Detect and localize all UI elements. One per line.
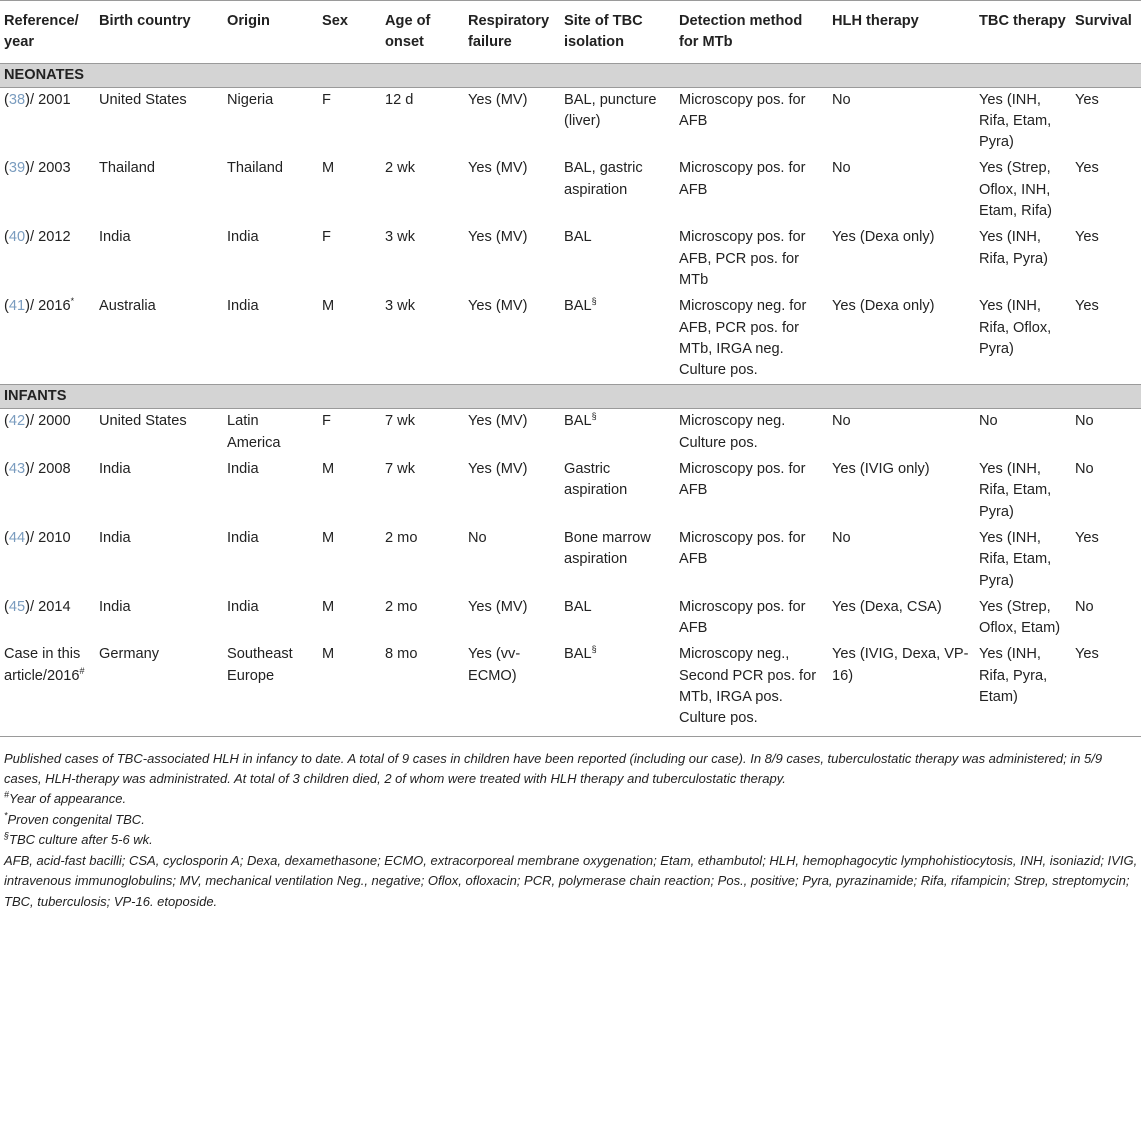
detection-method-text: Microscopy pos. for AFB xyxy=(679,91,806,129)
hlh-therapy-text: Yes (Dexa only) xyxy=(832,229,935,246)
origin-text: India xyxy=(227,461,259,478)
site-text: Bone marrow aspiration xyxy=(564,529,651,568)
detection-method-text: Microscopy pos. for AFB xyxy=(679,461,806,499)
age-cell xyxy=(381,225,464,294)
tbc-therapy-cell xyxy=(975,294,1071,385)
birth-country-cell xyxy=(95,526,223,595)
table-row xyxy=(0,225,1141,294)
footnote-text: TBC culture after 5-6 wk. xyxy=(9,831,153,847)
survival-text: Yes xyxy=(1075,646,1099,663)
tbc-therapy-cell xyxy=(975,409,1071,457)
birth-country-cell xyxy=(95,642,223,736)
sex-text: M xyxy=(322,298,335,315)
year: / 2010 xyxy=(29,529,71,546)
tbc-therapy-cell xyxy=(975,87,1071,156)
table-row xyxy=(0,457,1141,526)
origin-text: Southeast Europe xyxy=(227,646,293,684)
survival-text: No xyxy=(1075,461,1094,478)
year: / 2014 xyxy=(29,598,71,615)
survival-text: Yes xyxy=(1075,529,1099,546)
age-text: 12 d xyxy=(385,91,414,108)
table-row xyxy=(0,409,1141,457)
detection-method-cell xyxy=(675,225,828,294)
survival-cell xyxy=(1071,294,1141,385)
respiratory-failure-cell xyxy=(464,294,560,385)
year: Case in this article/2016 xyxy=(4,646,81,684)
section-label: NEONATES xyxy=(0,63,1141,87)
age-text: 2 mo xyxy=(385,529,418,546)
age-text: 2 wk xyxy=(385,160,416,177)
year: / 2000 xyxy=(29,413,71,430)
tbc-therapy-text: Yes (INH, Rifa, Oflox, Pyra) xyxy=(979,298,1052,357)
hlh-therapy-cell xyxy=(828,87,975,156)
tbc-therapy-text: Yes (Strep, Oflox, Etam) xyxy=(979,598,1061,637)
respiratory-failure-text: Yes (MV) xyxy=(468,229,528,246)
origin-cell xyxy=(223,642,318,736)
site-text: BAL, gastric aspiration xyxy=(564,160,643,198)
respiratory-failure-text: Yes (MV) xyxy=(468,160,528,177)
reference-link[interactable]: 42 xyxy=(8,413,26,430)
col-header: TBC therapy xyxy=(979,13,1066,29)
origin-text: Thailand xyxy=(227,160,283,177)
origin-cell xyxy=(223,156,318,225)
birth-country-text: Germany xyxy=(99,646,160,663)
reference-cell: (38)/ 2001 xyxy=(4,91,71,108)
tbc-therapy-cell xyxy=(975,595,1071,643)
hlh-therapy-cell xyxy=(828,294,975,385)
section-row xyxy=(0,63,1141,87)
table-row xyxy=(0,642,1141,736)
site-text: Gastric aspiration xyxy=(564,461,628,499)
birth-country-cell xyxy=(95,457,223,526)
reference-cell: (40)/ 2012 xyxy=(4,229,71,246)
hlh-therapy-cell xyxy=(828,225,975,294)
survival-text: Yes xyxy=(1075,160,1099,177)
origin-cell xyxy=(223,526,318,595)
respiratory-failure-cell xyxy=(464,156,560,225)
birth-country-cell xyxy=(95,225,223,294)
year: / 2012 xyxy=(29,229,71,246)
age-cell xyxy=(381,457,464,526)
detection-method-text: Microscopy pos. for AFB, PCR pos. for MTb xyxy=(679,229,806,288)
respiratory-failure-cell xyxy=(464,225,560,294)
sex-cell xyxy=(318,225,381,294)
respiratory-failure-cell xyxy=(464,595,560,643)
col-header: Detection method for MTb xyxy=(679,13,803,51)
hlh-therapy-text: No xyxy=(832,91,851,108)
detection-method-text: Microscopy neg. Culture pos. xyxy=(679,413,786,451)
sex-text: F xyxy=(322,413,331,430)
footnote-text: Proven congenital TBC. xyxy=(7,811,145,827)
hlh-therapy-text: No xyxy=(832,529,851,546)
survival-cell xyxy=(1071,595,1141,643)
hlh-therapy-text: Yes (IVIG only) xyxy=(832,461,930,478)
birth-country-cell xyxy=(95,409,223,457)
reference-link[interactable]: 44 xyxy=(8,529,26,546)
sex-cell xyxy=(318,156,381,225)
survival-text: Yes xyxy=(1075,298,1099,315)
reference-cell xyxy=(0,642,95,736)
survival-text: Yes xyxy=(1075,229,1099,246)
birth-country-text: India xyxy=(99,529,131,546)
respiratory-failure-text: Yes (MV) xyxy=(468,298,528,315)
reference-link[interactable]: 40 xyxy=(8,229,26,246)
detection-method-cell xyxy=(675,642,828,736)
birth-country-text: United States xyxy=(99,413,187,430)
age-cell xyxy=(381,409,464,457)
table-row xyxy=(0,595,1141,643)
footnote-mark: § xyxy=(591,411,597,422)
sex-text: M xyxy=(322,461,335,478)
site-text: BAL, puncture (liver) xyxy=(564,91,657,129)
respiratory-failure-cell xyxy=(464,526,560,595)
footnote-symbol: * xyxy=(4,810,8,821)
table-row xyxy=(0,156,1141,225)
site-cell xyxy=(560,87,675,156)
survival-text: No xyxy=(1075,598,1094,615)
col-header: Respiratory failure xyxy=(468,13,550,51)
site-cell xyxy=(560,225,675,294)
respiratory-failure-cell xyxy=(464,409,560,457)
section-label: INFANTS xyxy=(0,385,1141,409)
origin-text: Nigeria xyxy=(227,91,274,108)
birth-country-text: Thailand xyxy=(99,160,155,177)
hlh-therapy-text: No xyxy=(832,413,851,430)
survival-cell xyxy=(1071,642,1141,736)
tbc-therapy-text: Yes (Strep, Oflox, INH, Etam, Rifa) xyxy=(979,160,1052,220)
reference-link[interactable]: 45 xyxy=(8,598,26,615)
tbc-therapy-text: No xyxy=(979,413,998,430)
sex-cell xyxy=(318,409,381,457)
col-header: Age of onset xyxy=(385,13,431,51)
reference-link[interactable]: 39 xyxy=(8,160,26,177)
footnote-symbol: # xyxy=(4,789,10,800)
detection-method-cell xyxy=(675,526,828,595)
origin-text: India xyxy=(227,598,259,615)
reference-cell: (42)/ 2000 xyxy=(4,413,71,430)
tbc-therapy-text: Yes (INH, Rifa, Pyra, Etam) xyxy=(979,646,1048,706)
reference-cell: (39)/ 2003 xyxy=(4,160,71,177)
footnote-text: Year of appearance. xyxy=(9,791,127,807)
reference-cell: (41)/ 2016* xyxy=(4,296,75,315)
site-cell xyxy=(560,526,675,595)
reference-link[interactable]: 43 xyxy=(8,461,26,478)
footnote-mark: * xyxy=(70,296,75,307)
sex-cell xyxy=(318,595,381,643)
section-row xyxy=(0,385,1141,409)
age-text: 7 wk xyxy=(385,413,416,430)
footnote xyxy=(4,830,1140,850)
origin-cell xyxy=(223,294,318,385)
col-header: HLH therapy xyxy=(832,13,919,29)
sex-cell xyxy=(318,87,381,156)
table-row xyxy=(0,526,1141,595)
detection-method-cell xyxy=(675,156,828,225)
origin-cell xyxy=(223,225,318,294)
hlh-therapy-cell xyxy=(828,526,975,595)
origin-cell xyxy=(223,409,318,457)
age-text: 3 wk xyxy=(385,298,416,315)
hlh-therapy-cell xyxy=(828,409,975,457)
site-cell xyxy=(560,642,675,736)
reference-link[interactable]: 38 xyxy=(8,91,26,108)
footnote xyxy=(4,810,1140,830)
age-cell xyxy=(381,595,464,643)
age-text: 2 mo xyxy=(385,598,418,615)
hlh-therapy-cell xyxy=(828,595,975,643)
sex-text: M xyxy=(322,160,335,177)
footnote-mark: # xyxy=(79,665,85,676)
year: / 2001 xyxy=(29,91,71,108)
detection-method-cell xyxy=(675,595,828,643)
col-header: Site of TBC isolation xyxy=(564,13,643,51)
respiratory-failure-cell xyxy=(464,87,560,156)
origin-text: India xyxy=(227,229,259,246)
footnote-symbol: § xyxy=(4,830,10,841)
respiratory-failure-text: Yes (MV) xyxy=(468,461,528,478)
reference-cell: (44)/ 2010 xyxy=(4,529,71,546)
hlh-therapy-cell xyxy=(828,457,975,526)
detection-method-text: Microscopy neg. for AFB, PCR pos. for MTb, IRGA neg. Culture pos. xyxy=(679,298,807,379)
site-text: BAL xyxy=(564,229,592,246)
caption: Published cases of TBC-associated HLH in infancy to date. A total of 9 cases in children have been reported (including our case). In 8/9 cases, tuberculostatic therapy was administered; in 5/9 cases, HLH-therapy was administrated. At total of 3 children died, 2 of whom were treated with HLH therapy and tuberculostatic therapy. xyxy=(4,750,1103,786)
col-header: Birth country xyxy=(99,13,191,29)
detection-method-cell xyxy=(675,457,828,526)
tbc-therapy-text: Yes (INH, Rifa, Etam, Pyra) xyxy=(979,461,1052,520)
reference-cell: (45)/ 2014 xyxy=(4,598,71,615)
detection-method-text: Microscopy neg., Second PCR pos. for MTb, IRGA pos. Culture pos. xyxy=(679,646,817,727)
detection-method-cell xyxy=(675,87,828,156)
survival-cell xyxy=(1071,156,1141,225)
survival-text: Yes xyxy=(1075,91,1099,108)
tbc-therapy-text: Yes (INH, Rifa, Pyra) xyxy=(979,229,1048,267)
tbc-therapy-text: Yes (INH, Rifa, Etam, Pyra) xyxy=(979,91,1052,151)
col-header: Sex xyxy=(322,13,348,29)
birth-country-cell xyxy=(95,595,223,643)
abbreviations: AFB, acid-fast bacilli; CSA, cyclosporin A; Dexa, dexamethasone; ECMO, extracorporeal membrane oxygenation; Etam, ethambutol; HLH, hemophagocytic lymphohistiocytosis, INH, isoniazid; IVIG, intravenous immunoglobulins; MV, mechanical ventilation Neg., negative; Oflox, ofloxacin; PCR, polymerase chain reaction; Pos., positive; Pyra, pyrazinamide; Rifa, rifampicin; Strep, streptomycin; TBC, tuberculosis; VP-16. etoposide. xyxy=(4,853,1138,909)
year: / 2003 xyxy=(29,160,71,177)
reference-cell: (43)/ 2008 xyxy=(4,461,71,478)
survival-cell xyxy=(1071,457,1141,526)
survival-text: No xyxy=(1075,413,1094,430)
respiratory-failure-text: Yes (MV) xyxy=(468,91,528,108)
site-cell xyxy=(560,409,675,457)
sex-cell xyxy=(318,294,381,385)
birth-country-cell xyxy=(95,156,223,225)
site-text: BAL xyxy=(564,298,592,315)
sex-cell xyxy=(318,642,381,736)
hlh-therapy-text: Yes (Dexa only) xyxy=(832,298,935,315)
sex-text: M xyxy=(322,529,335,546)
hlh-therapy-text: No xyxy=(832,160,851,177)
header-row xyxy=(0,1,1141,64)
origin-cell xyxy=(223,595,318,643)
footnote xyxy=(4,789,1140,809)
site-text: BAL xyxy=(564,413,592,430)
origin-text: India xyxy=(227,298,259,315)
detection-method-text: Microscopy pos. for AFB xyxy=(679,529,806,568)
survival-cell xyxy=(1071,225,1141,294)
tbc-therapy-cell xyxy=(975,156,1071,225)
hlh-therapy-cell xyxy=(828,642,975,736)
birth-country-cell xyxy=(95,294,223,385)
site-cell xyxy=(560,294,675,385)
birth-country-text: Australia xyxy=(99,298,156,315)
origin-text: Latin America xyxy=(227,413,281,451)
tbc-therapy-text: Yes (INH, Rifa, Etam, Pyra) xyxy=(979,529,1052,589)
year: / 2008 xyxy=(29,461,71,478)
sex-text: F xyxy=(322,91,331,108)
respiratory-failure-text: Yes (MV) xyxy=(468,413,528,430)
survival-cell xyxy=(1071,526,1141,595)
birth-country-cell xyxy=(95,87,223,156)
table-notes xyxy=(0,737,1144,912)
sex-cell xyxy=(318,526,381,595)
origin-cell xyxy=(223,457,318,526)
reference-link[interactable]: 41 xyxy=(8,298,26,315)
birth-country-text: India xyxy=(99,229,131,246)
year: / 2016 xyxy=(29,298,71,315)
site-cell xyxy=(560,595,675,643)
footnote-mark: § xyxy=(591,644,597,655)
birth-country-text: India xyxy=(99,461,131,478)
age-text: 8 mo xyxy=(385,646,418,663)
respiratory-failure-text: No xyxy=(468,529,487,546)
hlh-therapy-text: Yes (Dexa, CSA) xyxy=(832,598,942,615)
detection-method-text: Microscopy pos. for AFB xyxy=(679,160,806,198)
site-text: BAL xyxy=(564,598,592,615)
tbc-therapy-cell xyxy=(975,642,1071,736)
origin-cell xyxy=(223,87,318,156)
respiratory-failure-cell xyxy=(464,642,560,736)
origin-text: India xyxy=(227,529,259,546)
respiratory-failure-text: Yes (vv-ECMO) xyxy=(468,646,521,684)
tbc-therapy-cell xyxy=(975,457,1071,526)
respiratory-failure-text: Yes (MV) xyxy=(468,598,528,615)
birth-country-text: United States xyxy=(99,91,187,108)
respiratory-failure-cell xyxy=(464,457,560,526)
site-cell xyxy=(560,156,675,225)
age-cell xyxy=(381,642,464,736)
sex-text: M xyxy=(322,598,335,615)
detection-method-text: Microscopy pos. for AFB xyxy=(679,598,806,637)
age-cell xyxy=(381,526,464,595)
sex-text: F xyxy=(322,229,331,246)
survival-cell xyxy=(1071,409,1141,457)
table-row xyxy=(0,87,1141,156)
site-cell xyxy=(560,457,675,526)
table-row xyxy=(0,294,1141,385)
tbc-therapy-cell xyxy=(975,225,1071,294)
hlh-therapy-cell xyxy=(828,156,975,225)
footnote-mark: § xyxy=(591,296,597,307)
age-text: 3 wk xyxy=(385,229,416,246)
hlh-therapy-text: Yes (IVIG, Dexa, VP-16) xyxy=(832,646,969,684)
detection-method-cell xyxy=(675,409,828,457)
site-text: BAL xyxy=(564,646,592,663)
col-header: Reference/ year xyxy=(4,13,79,51)
birth-country-text: India xyxy=(99,598,131,615)
age-cell xyxy=(381,156,464,225)
table-body xyxy=(0,63,1141,736)
sex-cell xyxy=(318,457,381,526)
tbc-therapy-cell xyxy=(975,526,1071,595)
detection-method-cell xyxy=(675,294,828,385)
survival-cell xyxy=(1071,87,1141,156)
sex-text: M xyxy=(322,646,335,663)
age-cell xyxy=(381,294,464,385)
col-header: Origin xyxy=(227,13,270,29)
age-text: 7 wk xyxy=(385,461,416,478)
age-cell xyxy=(381,87,464,156)
col-header: Survival xyxy=(1075,13,1132,29)
